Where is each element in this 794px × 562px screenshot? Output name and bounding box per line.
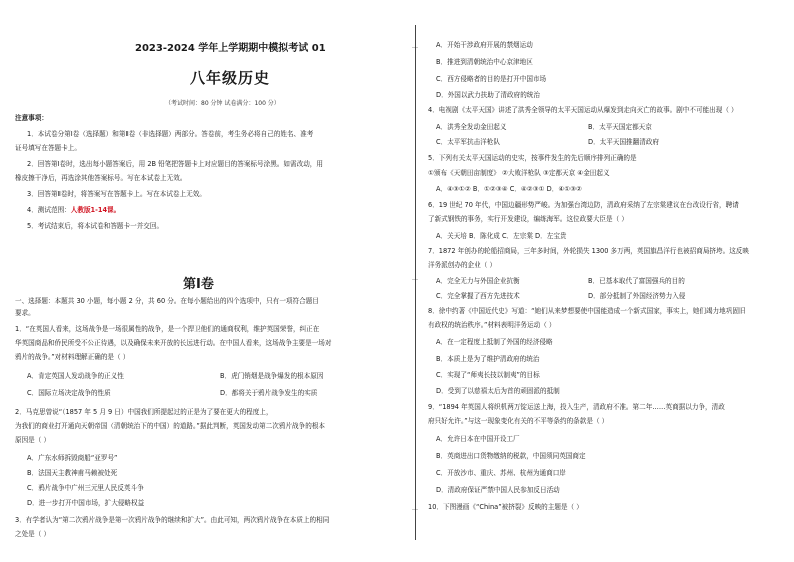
option: C．鸦片战争中广州三元里人民反英斗争: [27, 484, 144, 492]
section-intro: 一、选择题：本题共 30 小题，每小题 2 分，共 60 分。在每小题给出的四个选项中，只有一项符合题目: [15, 297, 319, 305]
option: A．开始干涉政府开展的禁烟运动: [436, 41, 533, 49]
option: A．肯定英国人发动战争的正义性: [27, 372, 124, 380]
option: C．国际立场决定战争的性质: [27, 389, 111, 397]
question-line: 鸦片的战争。”对材料理解正确的是（ ）: [15, 353, 130, 361]
notes-line: 证号填写在答题卡上。: [15, 144, 81, 152]
option: B．英商进出口货物缴纳的税款，中国须同英国商定: [436, 452, 586, 460]
option: D．进一步打开中国市场，扩大侵略权益: [27, 499, 145, 507]
option-row: A．④③①② B．①②③④ C．④②③① D．④①③②: [436, 185, 582, 193]
question-line: 华英国商品和侨民所受不公正待遇，以及确保未来开放的长远进行动。在中国人看来，这场战争主要是一场对: [15, 339, 332, 347]
question-line: 1．“在英国人看来，这场战争是一场很属性的战争，是一个捍卫他们的通商权利，维护英国荣誉，纠正在: [15, 325, 320, 333]
option: D．太平天国推翻清政府: [588, 138, 660, 146]
question-line: 洋务派创办的企业（ ）: [428, 261, 497, 269]
binding-mark: …: [412, 505, 418, 512]
subject-title: 八年级历史: [190, 69, 271, 87]
question-line: 8．徐中约著《中国近代史》写道：“她们从来梦想要使中国能造成一个新式国家，事实上，她们竭力地巩固旧: [428, 307, 746, 315]
test-scope: [27, 206, 120, 214]
question-line: ①颁布《天朝田亩制度》 ②大败洋枪队 ③定都天京 ④金田起义: [428, 169, 610, 177]
option: B．已基本取代了富国强兵的目的: [588, 277, 685, 285]
exam-page: [15, 25, 785, 540]
exam-meta: （考试时间：80 分钟 试卷满分：100 分）: [165, 100, 280, 107]
option: C．开放沙市、重庆、苏州、杭州为通商口岸: [436, 469, 566, 477]
binding-mark: …: [412, 43, 418, 50]
option: B．本质上是为了维护清政府的统治: [436, 355, 540, 363]
option: A．洪秀全发动金田起义: [436, 123, 507, 131]
column-divider: [415, 25, 416, 540]
question-line: 2．马克思曾说“（1857 年 5 月 9 日）中国我们所提起过的正是为了要在更大的程度上，: [15, 408, 273, 416]
option: B．推进到清朝统治中心京津地区: [436, 58, 533, 66]
question-line: 5．下列有关太平天国运动的史实，按事件发生的先后顺序排列正确的是: [428, 154, 637, 162]
notes-line: 橡皮擦干净后，再选涂其他答案标号。写在本试卷上无效。: [15, 174, 187, 182]
question-line: 府只好允许。”与这一现象变化有关的不平等条约的条款是（ ）: [428, 417, 609, 425]
question-line: 4．电视剧《太平天国》讲述了洪秀全领导的太平天国运动从爆发到走向灭亡的故事。剧中不可能出现（ ）: [428, 106, 738, 114]
option: C．实现了“师夷长技以制夷”的目标: [436, 371, 540, 379]
section-title: 第Ⅰ卷: [183, 277, 214, 292]
notes-line: 1．本试卷分第Ⅰ卷（选择题）和第Ⅱ卷（非选择题）两部分。答卷前，考生务必将自己的姓名、准考: [27, 130, 314, 138]
test-scope-label: 4．测试范围：: [27, 206, 71, 214]
notes-line: 2．回答第Ⅰ卷时，选出每小题答案后，用 2B 铅笔把答题卡上对应题目的答案标号涂黑。如需改动，用: [27, 160, 323, 168]
option: B．法国天主教神甫马赖被处死: [27, 469, 118, 477]
option: A．广东水师拆毁商船“亚罗号”: [27, 454, 118, 462]
option: A．在一定程度上抵制了外国的经济侵略: [436, 338, 553, 346]
option: D．都将关于鸦片战争发生的实质: [220, 389, 318, 397]
question-line: 为我们的商业打开通向天朝帝国（清朝统治下的中国）的道路。”据此判断，英国发动第二次鸦片战争的根本: [15, 422, 326, 430]
test-scope-value: 人教版1-14课。: [70, 206, 121, 214]
question-line: 之处是（ ）: [15, 530, 51, 538]
option: D．受到了以慈禧太后为首的顽固派的抵制: [436, 387, 560, 395]
question-line: 了新式钢铁的事务，实行开发建设，编练海军。这位政要大臣是（ ）: [428, 215, 628, 223]
binding-mark: …: [412, 275, 418, 282]
option: B．太平天国定都天京: [588, 123, 652, 131]
question-line: 有政权的统治秩序。”材料表明洋务运动（ ）: [428, 321, 556, 329]
question-line: 3．有学者认为“第二次鸦片战争是第一次鸦片战争的继续和扩大”。由此可知，两次鸦片战争在本质上的相同: [15, 516, 330, 524]
option: B．虎门销烟是战争爆发的根本原因: [220, 372, 324, 380]
question-line: 原因是（ ）: [15, 436, 51, 444]
question-line: 7．1872 年创办的轮船招商局，三年多时间，外轮损失 1300 多万两，英国旗昌洋行也被招商局挤垮。这反映: [428, 247, 749, 255]
exam-title: 2023-2024 学年上学期期中模拟考试 01: [135, 43, 326, 54]
option: C．西方侵略者的目的是打开中国市场: [436, 75, 547, 83]
question-line: 6．19 世纪 70 年代，中国边疆形势严峻。为加强台湾边防，清政府采纳了左宗棠建议在台改设行省，聘请: [428, 201, 739, 209]
question-line: 10．下图漫画《“China”被挤裂》反映的主题是（ ）: [428, 503, 583, 511]
section-intro: 要求。: [15, 309, 35, 317]
option: D．外国以武力扶助了清政府的统治: [436, 91, 540, 99]
notes-heading: 注意事项：: [15, 114, 48, 122]
option: C．完全掌握了西方先进技术: [436, 292, 520, 300]
question-line: 9．“1894 年英国人将织机两万锭运送上海，投入生产，清政府不准。第二年……英商据以力争，清政: [428, 403, 725, 411]
option-row: A．关天培 B．陈化成 C．左宗棠 D．左宝贵: [436, 232, 567, 240]
option: A．允许日本在中国开设工厂: [436, 435, 520, 443]
notes-line: 3．回答第Ⅱ卷时，将答案写在答题卡上。写在本试卷上无效。: [27, 190, 206, 198]
option: D．部分抵制了外国经济势力入侵: [588, 292, 686, 300]
option: A．完全无力与外国企业抗衡: [436, 277, 520, 285]
option: D．清政府保证严禁中国人民参加反日活动: [436, 486, 560, 494]
notes-line: 5．考试结束后，将本试卷和答题卡一并交回。: [27, 222, 164, 230]
option: C．太平军抗击洋枪队: [436, 138, 500, 146]
